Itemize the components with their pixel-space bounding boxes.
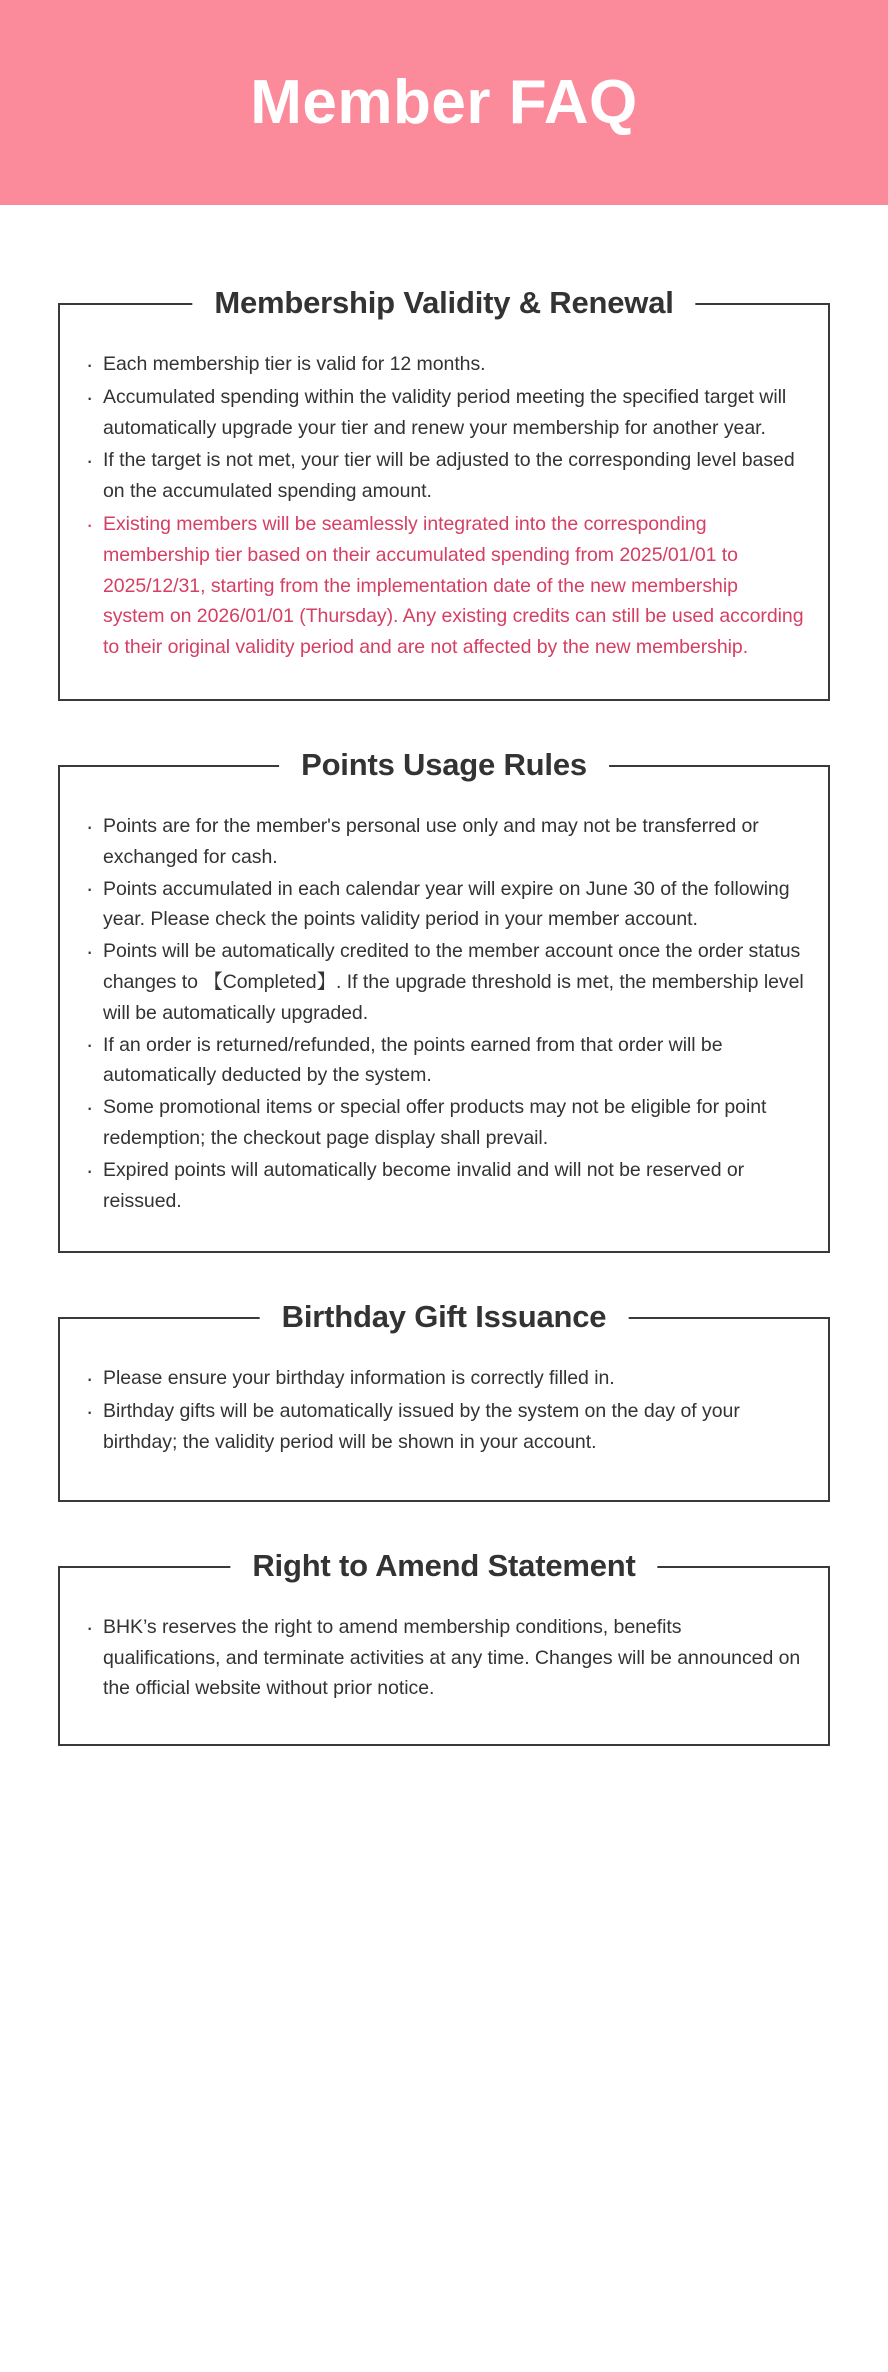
list-item: · Some promotional items or special offer products may not be eligible for point redemption; the checkout page display shall prevail. (84, 1092, 804, 1154)
page-header-banner (0, 0, 888, 205)
list-item: · Please ensure your birthday information is correctly filled in. (84, 1363, 804, 1394)
section-title-birthday-gift-issuance: Birthday Gift Issuance (260, 1296, 629, 1338)
list-item: · Points are for the member's personal use only and may not be transferred or exchanged for cash. (84, 811, 804, 873)
list-item: · BHK’s reserves the right to amend membership conditions, benefits qualifications, and terminate activities at any time. Changes will be announced on the official website without prior notice. (84, 1612, 804, 1704)
faq-section-membership-validity-renewal (58, 285, 830, 701)
list-item: · Expired points will automatically become invalid and will not be reserved or reissued. (84, 1155, 804, 1217)
bullet-list-birthday-gift-issuance (84, 1363, 804, 1457)
bullet-list-points-usage-rules (84, 811, 804, 1216)
faq-sections-container (0, 285, 888, 1806)
list-item: · Accumulated spending within the validity period meeting the specified target will automatically upgrade your tier and renew your membership for another year. (84, 382, 804, 444)
faq-section-right-to-amend-statement (58, 1547, 830, 1746)
bullet-list-membership-validity-renewal (84, 349, 804, 663)
faq-section-points-usage-rules (58, 746, 830, 1253)
list-item: · Birthday gifts will be automatically issued by the system on the day of your birthday; the validity period will be shown in your account. (84, 1396, 804, 1458)
section-title-membership-validity-renewal: Membership Validity & Renewal (192, 282, 695, 324)
list-item: · Points will be automatically credited to the member account once the order status changes to 【Completed】. If the upgrade threshold is met, the membership level will be automatically upgraded. (84, 936, 804, 1028)
list-item-highlighted: · Existing members will be seamlessly integrated into the corresponding membership tier based on their accumulated spending from 2025/01/01 to 2025/12/31, starting from the implementation date of the new membership system on 2026/01/01 (Thursday). Any existing credits can still be used according to their original validity period and are not affected by the new membership. (84, 509, 804, 663)
bullet-list-right-to-amend-statement (84, 1612, 804, 1704)
list-item: · Each membership tier is valid for 12 months. (84, 349, 804, 380)
page-title: Member FAQ (250, 67, 638, 137)
list-item: · If the target is not met, your tier will be adjusted to the corresponding level based on the accumulated spending amount. (84, 445, 804, 507)
list-item: · If an order is returned/refunded, the points earned from that order will be automatically deducted by the system. (84, 1030, 804, 1092)
faq-section-birthday-gift-issuance (58, 1299, 830, 1501)
section-title-points-usage-rules: Points Usage Rules (279, 744, 609, 786)
section-title-right-to-amend-statement: Right to Amend Statement (230, 1545, 657, 1587)
list-item: · Points accumulated in each calendar year will expire on June 30 of the following year. Please check the points validity period in your member account. (84, 874, 804, 936)
